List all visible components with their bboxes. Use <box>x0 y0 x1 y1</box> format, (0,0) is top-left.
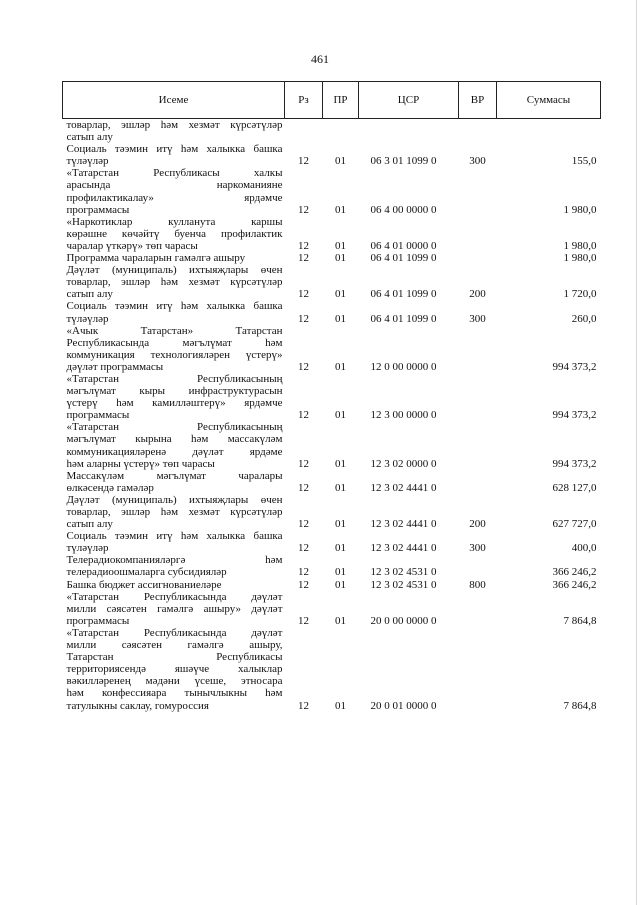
row-sum: 7 864,8 <box>563 614 597 627</box>
table-row <box>63 494 601 530</box>
row-sum: 155,0 <box>571 155 597 168</box>
row-name <box>63 627 285 712</box>
header-sum: Суммасы <box>497 82 601 119</box>
row-rz: 12 <box>298 566 309 579</box>
row-name-line: татулыкны саклау, гомуроссия <box>66 699 209 712</box>
row-name <box>63 264 285 300</box>
row-name <box>63 494 285 530</box>
row-sum: 994 373,2 <box>552 409 597 422</box>
row-vr <box>459 167 497 215</box>
row-name-line: Татарстан Республикасы <box>66 651 283 664</box>
row-pr <box>323 119 359 144</box>
row-vr: 300 <box>469 542 486 555</box>
row-vr <box>459 470 497 494</box>
row-rz: 12 <box>298 360 309 373</box>
row-pr: 01 <box>335 409 346 422</box>
row-pr: 01 <box>335 312 346 325</box>
row-sum: 400,0 <box>571 542 597 555</box>
row-rz: 12 <box>298 288 309 301</box>
row-name-line: сатып алу <box>66 288 113 301</box>
table-row <box>63 579 601 591</box>
row-sum: 627 727,0 <box>552 518 597 531</box>
row-sum: 1 980,0 <box>563 203 597 216</box>
row-name-line: чаралар үткәрү» төп чарасы <box>66 239 198 252</box>
row-rz: 12 <box>298 409 309 422</box>
row-name-line: Социаль тәэмин итү һәм халыкка башка <box>66 143 283 156</box>
row-sum: 260,0 <box>571 312 597 325</box>
row-csr: 12 3 02 4441 0 <box>370 518 437 531</box>
row-sum: 366 246,2 <box>552 566 597 579</box>
row-csr: 20 0 00 0000 0 <box>370 614 437 627</box>
row-name <box>63 325 285 373</box>
row-rz: 12 <box>298 155 309 168</box>
row-pr: 01 <box>335 481 346 494</box>
row-sum: 1 720,0 <box>563 288 597 301</box>
row-name-line: милли сәясәтен гамәлгә ашыру» дәүләт <box>66 602 283 615</box>
table-body <box>63 119 601 712</box>
row-name-line: территориясендә яшәүче халыклар <box>66 663 283 676</box>
row-pr: 01 <box>335 252 346 265</box>
table-row <box>63 325 601 373</box>
row-csr: 06 4 01 1099 0 <box>370 252 437 265</box>
table-row <box>63 470 601 494</box>
row-name-line: «Татарстан Республикасында дәүләт <box>66 590 283 603</box>
row-name-line: Башка бюджет ассигнованиеләре <box>66 578 222 591</box>
table-row <box>63 143 601 167</box>
row-csr: 06 4 00 0000 0 <box>370 203 437 216</box>
row-rz <box>285 119 323 144</box>
row-csr: 12 3 00 0000 0 <box>370 409 437 422</box>
row-name <box>63 119 285 144</box>
row-rz: 12 <box>298 481 309 494</box>
row-name-line: «Татарстан Республикасының <box>66 372 283 385</box>
row-name-line: «Татарстан Республикасы халкы <box>66 167 283 180</box>
row-pr: 01 <box>335 542 346 555</box>
row-rz: 12 <box>298 518 309 531</box>
header-row <box>63 82 601 119</box>
row-csr: 12 3 02 4441 0 <box>370 542 437 555</box>
row-pr: 01 <box>335 457 346 470</box>
table-header <box>63 82 601 119</box>
row-pr: 01 <box>335 203 346 216</box>
row-csr: 12 3 02 0000 0 <box>370 457 437 470</box>
table-row <box>63 252 601 264</box>
table-row <box>63 300 601 324</box>
row-pr: 01 <box>335 699 346 712</box>
row-name <box>63 143 285 167</box>
row-csr: 06 3 01 1099 0 <box>370 155 437 168</box>
row-rz: 12 <box>298 239 309 252</box>
row-name <box>63 252 285 264</box>
row-name <box>63 554 285 578</box>
row-pr: 01 <box>335 578 346 591</box>
row-sum: 628 127,0 <box>552 481 597 494</box>
row-name <box>63 579 285 591</box>
row-name <box>63 591 285 627</box>
row-name-line: профилактикалау» ярдәмче <box>66 191 283 204</box>
row-vr: 200 <box>469 518 486 531</box>
row-csr: 06 4 01 0000 0 <box>370 239 437 252</box>
row-vr <box>459 627 497 712</box>
row-name-line: коммуникация технологияләрен үстерү» <box>66 348 283 361</box>
row-name-line: милли сәясәтен гамәлгә ашыру, <box>66 639 283 652</box>
row-vr: 300 <box>469 312 486 325</box>
row-sum <box>497 119 601 144</box>
row-name <box>63 373 285 421</box>
row-name-line: программасы <box>66 409 130 422</box>
row-name <box>63 167 285 215</box>
row-name-line: Дәүләт (муниципаль) ихтыяҗлары өчен <box>66 264 283 277</box>
row-vr <box>459 119 497 144</box>
row-csr: 12 3 02 4441 0 <box>370 481 437 494</box>
row-rz: 12 <box>298 312 309 325</box>
row-vr: 300 <box>469 155 486 168</box>
table-row <box>63 119 601 144</box>
row-name-line: Социаль тәэмин итү һәм халыкка башка <box>66 530 283 543</box>
row-pr: 01 <box>335 566 346 579</box>
row-sum: 1 980,0 <box>563 252 597 265</box>
row-name <box>63 470 285 494</box>
row-name-line: арасында наркоманияне <box>66 179 283 192</box>
row-name <box>63 300 285 324</box>
row-rz: 12 <box>298 203 309 216</box>
row-name-line: сатып алу <box>66 131 113 144</box>
header-csr: ЦСР <box>359 82 459 119</box>
row-pr: 01 <box>335 360 346 373</box>
row-name-line: телерадиоошмаларга субсидияләр <box>66 566 227 579</box>
row-sum: 994 373,2 <box>552 360 597 373</box>
row-sum: 366 246,2 <box>552 578 597 591</box>
row-pr: 01 <box>335 518 346 531</box>
row-vr <box>459 325 497 373</box>
row-name-line: программасы <box>66 203 130 216</box>
row-name-line: түләүләр <box>66 155 109 168</box>
row-vr <box>459 252 497 264</box>
row-name <box>63 216 285 252</box>
table-row <box>63 627 601 712</box>
header-rz: Рз <box>285 82 323 119</box>
row-name <box>63 530 285 554</box>
row-name-line: дәүләт программасы <box>66 360 164 373</box>
row-name-line: Республикасында мәгълүмат һәм <box>66 336 283 349</box>
scan-edge <box>636 0 637 905</box>
header-vr: ВР <box>459 82 497 119</box>
row-name <box>63 421 285 469</box>
row-name-line: «Наркотиклар кулланута каршы <box>66 215 283 228</box>
row-name-line: көрәшне көчәйтү буенча профилактик <box>66 227 283 240</box>
row-rz: 12 <box>298 614 309 627</box>
row-name-line: Программа чараларын гамәлгә ашыру <box>66 252 246 265</box>
row-name-line: өлкәсендә гамәләр <box>66 481 154 494</box>
page-number: 461 <box>311 52 329 66</box>
table-row <box>63 264 601 300</box>
row-name-line: вәкилләренең мәдәни үсеше, этносара <box>66 675 283 688</box>
row-name-line: мәгълүмат кыры инфраструктурасын <box>66 385 283 398</box>
row-vr <box>459 216 497 252</box>
row-vr: 200 <box>469 288 486 301</box>
row-sum: 1 980,0 <box>563 239 597 252</box>
row-csr: 06 4 01 1099 0 <box>370 312 437 325</box>
row-csr: 06 4 01 1099 0 <box>370 288 437 301</box>
row-csr <box>359 119 459 144</box>
row-pr: 01 <box>335 155 346 168</box>
row-pr: 01 <box>335 239 346 252</box>
row-csr: 20 0 01 0000 0 <box>370 699 437 712</box>
row-vr <box>459 554 497 578</box>
row-name-line: коммуникацияләренә дәүләт ярдәме <box>66 445 283 458</box>
row-vr <box>459 591 497 627</box>
row-sum: 994 373,2 <box>552 457 597 470</box>
table-row <box>63 167 601 215</box>
row-rz: 12 <box>298 252 309 265</box>
row-pr: 01 <box>335 288 346 301</box>
row-name-line: үстерү һәм камилләштерү» ярдәмче <box>66 397 283 410</box>
row-name-line: «Татарстан Республикасында дәүләт <box>66 626 283 639</box>
row-name-line: Дәүләт (муниципаль) ихтыяҗлары өчен <box>66 493 283 506</box>
row-sum: 7 864,8 <box>563 699 597 712</box>
row-name-line: «Татарстан Республикасының <box>66 421 283 434</box>
row-rz: 12 <box>298 699 309 712</box>
row-name-line: программасы <box>66 614 130 627</box>
row-name-line: сатып алу <box>66 518 113 531</box>
row-name-line: товарлар, эшләр һәм хезмәт күрсәтүләр <box>66 119 283 131</box>
table-row <box>63 591 601 627</box>
row-name-line: Социаль тәэмин итү һәм халыкка башка <box>66 300 283 313</box>
table-row <box>63 421 601 469</box>
row-name-line: Массакүләм мәгълүмат чаралары <box>66 469 283 482</box>
row-vr: 800 <box>469 578 486 591</box>
row-rz: 12 <box>298 457 309 470</box>
header-name: Исеме <box>63 82 285 119</box>
row-name-line: түләүләр <box>66 542 109 555</box>
row-csr: 12 3 02 4531 0 <box>370 566 437 579</box>
row-csr: 12 3 02 4531 0 <box>370 578 437 591</box>
row-name-line: Телерадиокомпанияләргә һәм <box>66 554 283 567</box>
row-name-line: түләүләр <box>66 312 109 325</box>
row-rz: 12 <box>298 542 309 555</box>
budget-table <box>62 81 601 712</box>
header-pr: ПР <box>323 82 359 119</box>
row-name-line: һәм аларны үстерү» төп чарасы <box>66 457 215 470</box>
table-row <box>63 554 601 578</box>
row-name-line: мәгълүмат кырына һәм массакүләм <box>66 433 283 446</box>
row-name-line: товарлар, эшләр һәм хезмәт күрсәтүләр <box>66 276 283 289</box>
row-csr: 12 0 00 0000 0 <box>370 360 437 373</box>
row-rz: 12 <box>298 578 309 591</box>
row-vr <box>459 373 497 421</box>
row-pr: 01 <box>335 614 346 627</box>
table-row <box>63 216 601 252</box>
row-name-line: «Ачык Татарстан» Татарстан <box>66 324 283 337</box>
row-name-line: товарлар, эшләр һәм хезмәт күрсәтүләр <box>66 506 283 518</box>
row-name-line: һәм конфессияара тынычлыкны һәм <box>66 687 283 700</box>
row-vr <box>459 421 497 469</box>
table-row <box>63 373 601 421</box>
table-row <box>63 530 601 554</box>
